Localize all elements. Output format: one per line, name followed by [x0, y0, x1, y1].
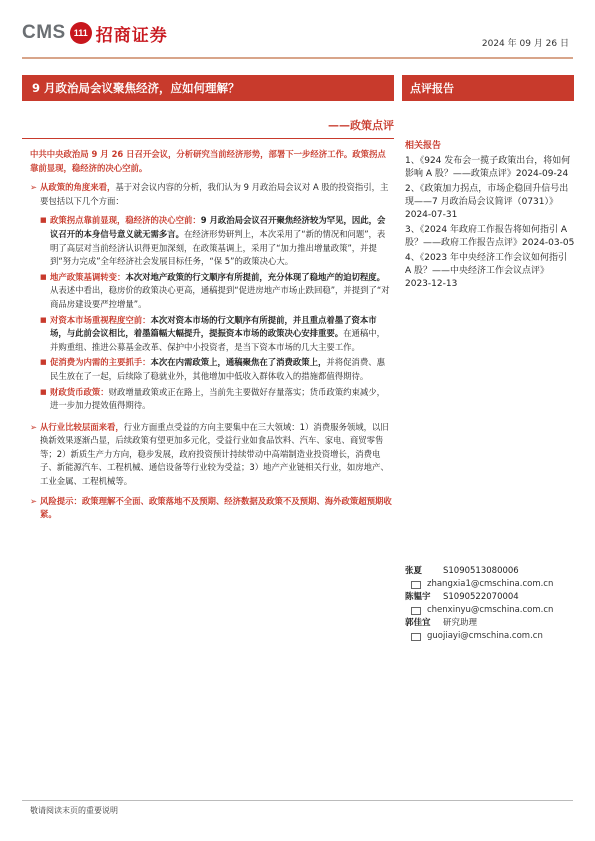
- bullet-content: [50, 214, 392, 268]
- analyst-cert: S1090513080006: [443, 566, 519, 576]
- bullet-bold-text: 9 月政治局会议召开聚焦经济较为罕见，因此，会议召开的本身信号意义就无需多言。: [50, 215, 386, 239]
- analyst-row: [405, 565, 575, 578]
- industry-content: [40, 421, 392, 489]
- bullet-content: [50, 386, 392, 413]
- bullet-heading: 政策拐点靠前显现，稳经济的决心空前：: [50, 215, 201, 226]
- analyst-name: 陈韫宇: [405, 592, 431, 602]
- bullet-bold-text: 本次在内需政策上，通稿聚焦在了消费政策上，: [150, 357, 327, 368]
- company-logo: [22, 20, 168, 46]
- bullet-content: [50, 271, 392, 312]
- bullet-square-icon: ■: [40, 272, 47, 281]
- report-title: 9 月政治局会议聚焦经济，应如何理解？: [22, 75, 394, 101]
- bullet-square-icon: ■: [40, 315, 47, 324]
- bullet-square-icon: ■: [40, 358, 47, 367]
- bullet-content: [50, 314, 392, 355]
- bullet-arrow-icon: ➢: [30, 182, 38, 193]
- related-report-item[interactable]: 3、《2024 年政府工作报告将如何指引 A 股？——政府工作报告点评》2024-03-05: [405, 225, 575, 248]
- bullet-content: [50, 356, 392, 383]
- related-report-item[interactable]: 1、《924 发布会一揽子政策出台，将如何影响 A 股？——政策点评》2024-09-24: [405, 156, 571, 179]
- risk-text: 风险提示：政策理解不全面、政策落地不及预期、经济数据及政策不及预期、海外政策超预期收紧。: [40, 495, 392, 520]
- bullet-heading: 促消费为内需的主要抓手：: [50, 357, 151, 368]
- header-divider: [22, 57, 573, 59]
- bullet-bold-text: 本次对地产政策的行文顺序有所提前，充分体现了稳地产的迫切程度。: [125, 271, 385, 282]
- policy-section: [30, 181, 392, 208]
- report-body: [30, 148, 392, 522]
- bullet-text: 在经济形势研判上，本次采用了“新的情况和问题”，表明了高层对当前经济认识得更加深刻，在政策基调上，采用了“加力推出增量政策”，并提到“努力完成”全年经济社会发展目标任务，“保 5”的政策决心大。: [50, 228, 386, 267]
- risk-section: [30, 495, 392, 522]
- analyst-cert: 研究助理: [443, 618, 478, 628]
- analyst-cert: S1090522070004: [443, 592, 519, 602]
- analyst-name: 张夏: [405, 566, 423, 576]
- mail-icon: [411, 581, 421, 589]
- analyst-email[interactable]: [411, 630, 575, 643]
- logo-badge: 111: [70, 22, 92, 44]
- analyst-email-text: zhangxia1@cmschina.com.cn: [427, 579, 554, 589]
- policy-bullet: [40, 214, 392, 268]
- policy-bullet: [40, 271, 392, 312]
- footer-disclaimer: 敬请阅读末页的重要说明: [30, 806, 118, 815]
- bullet-square-icon: ■: [40, 387, 47, 396]
- industry-heading: 从行业比较层面来看，: [40, 421, 124, 432]
- bullet-text: 在通稿中，并购重组、推进公募基金改革、保护中小投资者，是当下资本市场的几大主要工作。: [50, 328, 385, 352]
- bullet-text: 并将促消费、惠民生放在了一起，后续除了稳就业外，其他增加中低收入群体收入的措施都值得期待。: [50, 357, 385, 381]
- report-subtitle: ——政策点评: [328, 119, 394, 132]
- mail-icon: [411, 607, 421, 615]
- mail-icon: [411, 633, 421, 641]
- analyst-row: [405, 591, 575, 604]
- bullet-text: 财政增量政策或正在路上，当前先主要做好存量落实；货币政策约束减少，进一步加力提效值得期待。: [50, 386, 385, 411]
- bullet-heading: 地产政策基调转变：: [50, 271, 126, 282]
- policy-bullet: [40, 356, 392, 383]
- related-reports-title: 相关报告: [405, 141, 442, 151]
- bullet-arrow-icon: ➢: [30, 421, 38, 432]
- footer-divider: [22, 800, 573, 801]
- logo-text: CMS: [22, 22, 66, 43]
- analyst-email-text: chenxinyu@cmschina.com.cn: [427, 605, 554, 615]
- logo-cn: 招商证券: [95, 25, 168, 46]
- bullet-square-icon: ■: [40, 216, 47, 225]
- policy-intro: [40, 181, 392, 208]
- industry-text: 行业方面重点受益的方向主要集中在三大领域：1）消费服务领域，以旧换新效果逐渐凸显，后续政策有望更加多元化，受益行业如食品饮料、汽车、家电、商贸零售等；2）新质生产力方向，稳步发展，政府投资预计持续带动中高端制造业投资增长，消费电子、新能源汽车、工程机械、通信设备等行业较为受益；3）地产产业链相关行业，如房地产、工业金属、工程机械等。: [40, 421, 389, 487]
- related-report-item[interactable]: 4、《2023 年中央经济工作会议如何指引 A 股？——中央经济工作会议点评》2023-12-13: [405, 253, 567, 289]
- bullet-bold-text: 本次对资本市场的行文顺序有所提前，并且重点着墨了资本市场，与此前会议相比，着墨篇幅大幅提升，提振资本市场的政策决心安排重要。: [50, 314, 377, 339]
- bullet-text: 从表述中看出，稳房价的政策决心更高，通稿提到“促进房地产市场止跌回稳”，并提到了“对商品房建设要严控增量”。: [50, 285, 390, 309]
- analyst-row: [405, 617, 575, 630]
- analyst-email-text: guojiayi@cmschina.com.cn: [427, 631, 543, 641]
- policy-text: 基于对会议内容的分析，我们认为 9 月政治局会议对 A 股的投资指引，主要包括以下几个方面：: [40, 182, 389, 206]
- analyst-email[interactable]: [411, 578, 575, 591]
- bullet-heading: 财政货币政策：: [50, 386, 109, 397]
- analyst-name: 郭佳宜: [405, 618, 431, 628]
- analyst-email[interactable]: [411, 604, 575, 617]
- lead-paragraph: 中共中央政治局 9 月 26 日召开会议，分析研究当前经济形势，部署下一步经济工作。政策拐点靠前显现，稳经济的决心空前。: [30, 149, 386, 173]
- analyst-list: [405, 565, 575, 643]
- report-date: 2024 年 09 月 26 日: [481, 39, 569, 49]
- subtitle-divider: [22, 138, 394, 139]
- related-reports: [405, 140, 575, 293]
- related-report-item[interactable]: 2、《政策加力拐点，市场企稳回升信号出现——7 月政治局会议简评（0731）》2024-07-31: [405, 184, 569, 220]
- bullet-arrow-icon: ➢: [30, 495, 38, 506]
- policy-bullet: [40, 386, 392, 413]
- policy-bullet: [40, 314, 392, 355]
- industry-section: [30, 421, 392, 489]
- policy-heading: 从政策的角度来看，: [40, 182, 116, 193]
- report-type-header: 点评报告: [402, 75, 574, 101]
- bullet-heading: 对资本市场重视程度空前：: [50, 314, 151, 325]
